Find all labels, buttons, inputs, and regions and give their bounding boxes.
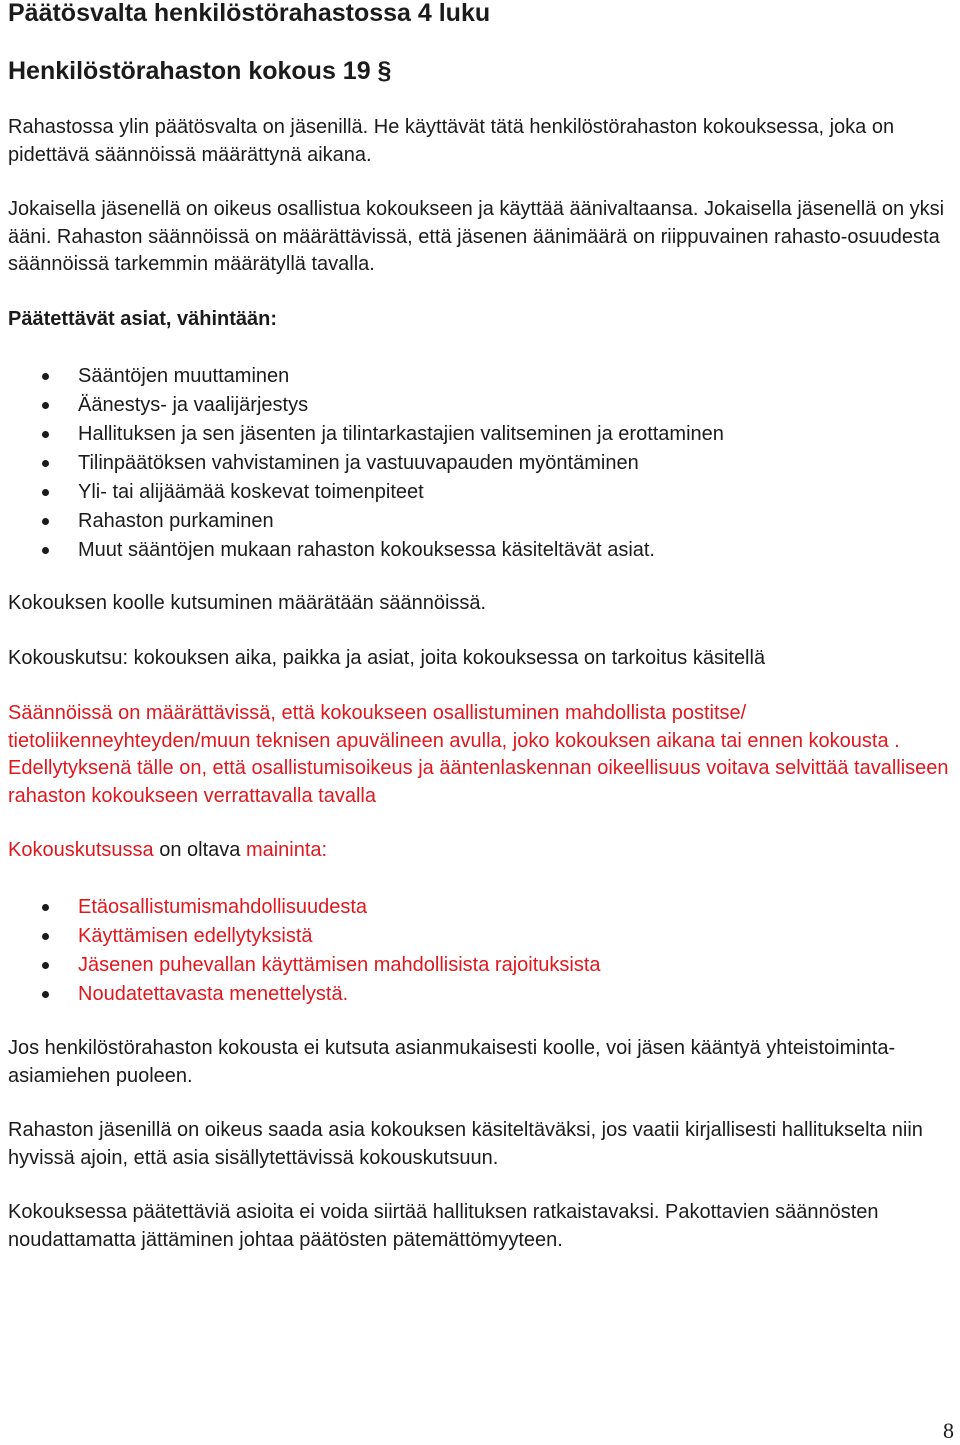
paragraph-agenda-right: Rahaston jäsenillä on oikeus saada asia kokouksen käsiteltäväksi, jos vaatii kirjallisesti hallitukselta niin hyvissä ajoin, että asia sisällytettävissä kokouskutsuun. xyxy=(8,1119,923,1169)
list-item: Etäosallistumismahdollisuudesta xyxy=(8,893,953,922)
page-number: 8 xyxy=(943,1418,954,1443)
paragraph-remote-participation: Säännöissä on määrättävissä, että kokoukseen osallistuminen mahdollista postitse/ tietoliikenneyhteyden/muun teknisen apuvälineen avulla, joko kokouksen aikana tai ennen kokousta . Edellytyksenä tälle on, että osallistumisoikeus ja ääntenlaskennan oikeellisuus voitava selvittää tavalliseen rahaston kokoukseen verrattavalla tavalla xyxy=(8,702,949,807)
decisions-heading: Päätettävät asiat, vähintään: xyxy=(8,308,277,330)
list-item: Käyttämisen edellytyksistä xyxy=(8,922,953,951)
list-item: Sääntöjen muuttaminen xyxy=(8,362,953,391)
bullet-icon xyxy=(42,518,49,525)
bullet-icon xyxy=(42,402,49,409)
list-item: Noudatettavasta menettelystä. xyxy=(8,980,953,1009)
list-item: Jäsenen puhevallan käyttämisen mahdollisista rajoituksista xyxy=(8,951,953,980)
list-item: Yli- tai alijäämää koskevat toimenpiteet xyxy=(8,478,953,507)
paragraph-mention: Kokouskutsussa on oltava maininta: xyxy=(8,839,328,861)
page-title: Päätösvalta henkilöstörahastossa 4 luku xyxy=(8,0,491,27)
decisions-list xyxy=(8,362,953,565)
paragraph-ombudsman: Jos henkilöstörahaston kokousta ei kutsuta asianmukaisesti koolle, voi jäsen kääntyä yhteistoiminta-asiamiehen puoleen. xyxy=(8,1037,896,1087)
bullet-icon xyxy=(42,991,49,998)
paragraph-invitation: Kokouskutsu: kokouksen aika, paikka ja asiat, joita kokouksessa on tarkoitus käsitellä xyxy=(8,647,766,669)
bullet-icon xyxy=(42,431,49,438)
list-item: Hallituksen ja sen jäsenten ja tilintarkastajien valitseminen ja erottaminen xyxy=(8,420,953,449)
section-heading: Henkilöstörahaston kokous 19 § xyxy=(8,57,392,85)
bullet-icon xyxy=(42,933,49,940)
bullet-icon xyxy=(42,373,49,380)
mentions-list xyxy=(8,893,953,1009)
paragraph-convening: Kokouksen koolle kutsuminen määrätään säännöissä. xyxy=(8,592,487,614)
bullet-icon xyxy=(42,962,49,969)
list-item: Rahaston purkaminen xyxy=(8,507,953,536)
paragraph-no-delegation: Kokouksessa päätettäviä asioita ei voida siirtää hallituksen ratkaistavaksi. Pakottavien säännösten noudattamatta jättäminen johtaa päätösten pätemättömyyteen. xyxy=(8,1201,879,1251)
bullet-icon xyxy=(42,547,49,554)
bullet-icon xyxy=(42,489,49,496)
paragraph-voting-rights: Jokaisella jäsenellä on oikeus osallistua kokoukseen ja käyttää äänivaltaansa. Jokaisella jäsenellä on yksi ääni. Rahaston säännöissä on määrättävissä, että jäsenen äänimäärä on riippuvainen rahasto-osuudesta säännöissä tarkemmin määrätyllä tavalla. xyxy=(8,198,945,275)
paragraph-highest-authority: Rahastossa ylin päätösvalta on jäsenillä. He käyttävät tätä henkilöstörahaston kokouksessa, joka on pidettävä säännöissä määrättynä aikana. xyxy=(8,116,895,166)
bullet-icon xyxy=(42,460,49,467)
bullet-icon xyxy=(42,904,49,911)
list-item: Tilinpäätöksen vahvistaminen ja vastuuvapauden myöntäminen xyxy=(8,449,953,478)
list-item: Äänestys- ja vaalijärjestys xyxy=(8,391,953,420)
list-item: Muut sääntöjen mukaan rahaston kokouksessa käsiteltävät asiat. xyxy=(8,536,953,565)
